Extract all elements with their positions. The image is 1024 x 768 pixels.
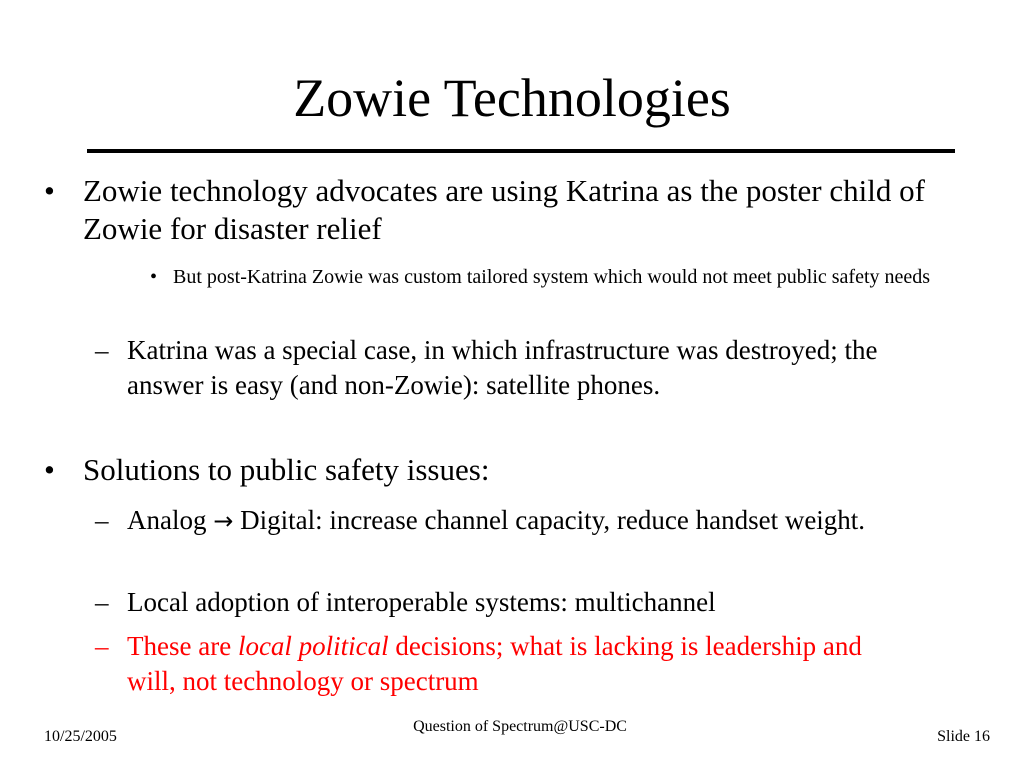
bullet-text: Solutions to public safety issues:	[83, 452, 490, 487]
slide-number: Slide 16	[937, 728, 990, 745]
dash-text	[127, 503, 987, 539]
dash-text-part: decisions; what is lacking is leadership and will, not technology or spectrum	[127, 631, 862, 696]
dash-text-emphasis	[127, 629, 887, 699]
title-underline	[87, 149, 955, 153]
dash-marker: –	[95, 631, 109, 661]
arrow-right-icon: →	[213, 507, 234, 535]
emphasis-text: local political	[237, 631, 389, 661]
dash-text: Local adoption of interoperable systems: multichannel	[127, 587, 716, 617]
dash-marker: –	[95, 505, 109, 535]
footer-date: 10/25/2005	[44, 728, 117, 745]
bullet-marker: •	[44, 452, 55, 487]
dash-text: Katrina was a special case, in which infrastructure was destroyed; the answer is easy (and non-Zowie): satellite phones.	[127, 335, 878, 400]
dash-marker: –	[95, 335, 109, 365]
sub-bullet-text: But post-Katrina Zowie was custom tailored system which would not meet public safety needs	[173, 266, 931, 288]
dash-text-part: Analog	[127, 505, 214, 535]
dash-marker: –	[95, 587, 109, 617]
bullet-marker: •	[44, 173, 55, 208]
bullet-text: Zowie technology advocates are using Katrina as the poster child of Zowie for disaster relief	[83, 173, 925, 246]
footer-center-text: Question of Spectrum@USC-DC	[413, 718, 627, 735]
sub-bullet-marker: •	[150, 266, 158, 288]
dash-text-part: These are	[127, 631, 238, 661]
slide-title: Zowie Technologies	[293, 68, 731, 128]
dash-text-part: Digital: increase channel capacity, reduce handset weight.	[233, 505, 866, 535]
